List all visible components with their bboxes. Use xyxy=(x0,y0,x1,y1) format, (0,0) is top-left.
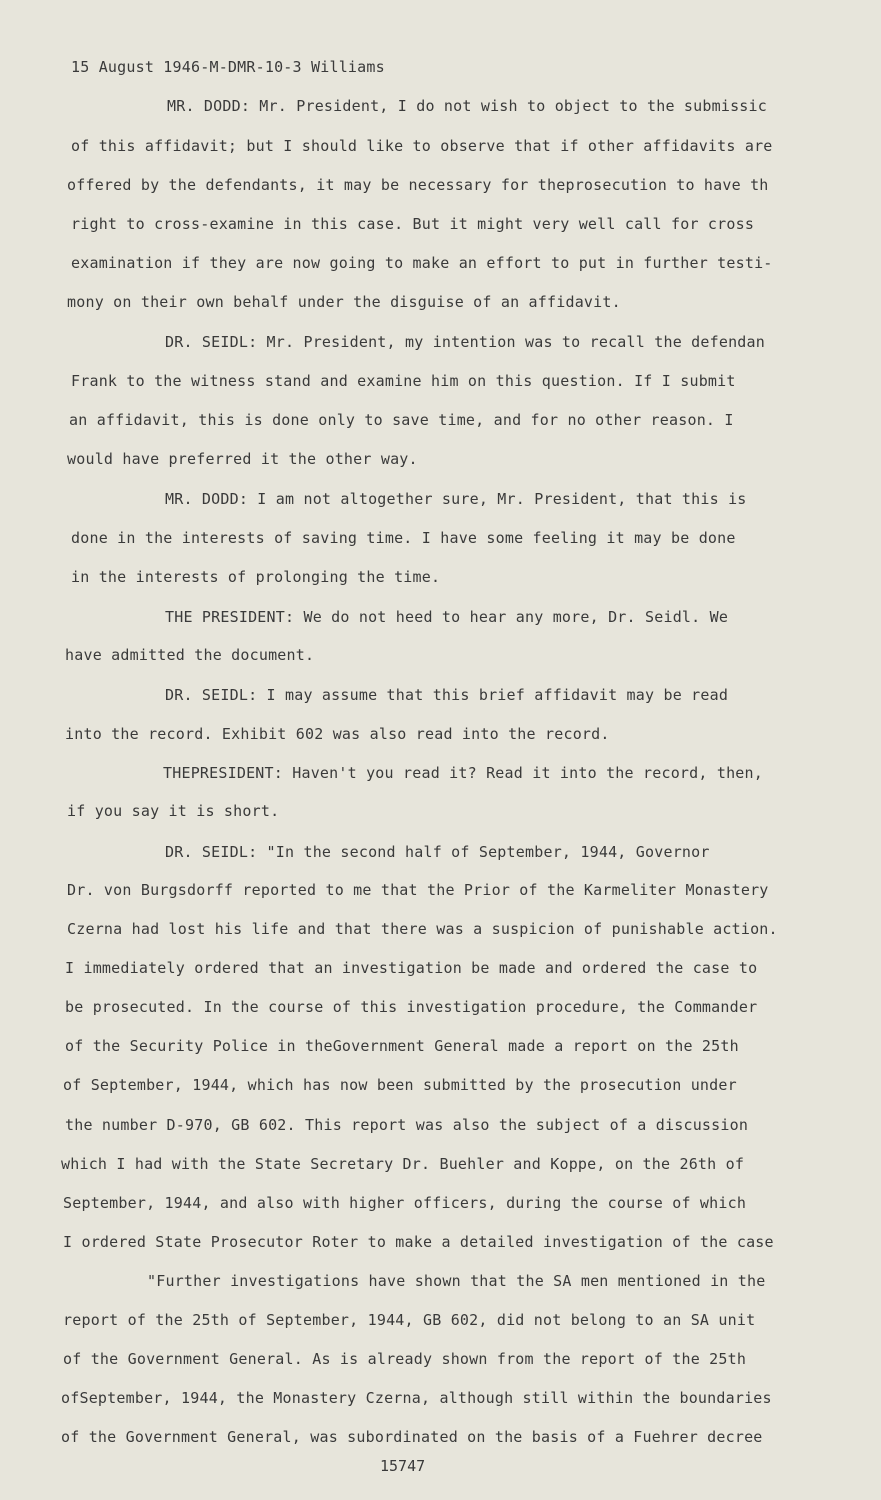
text-line: Frank to the witness stand and examine him on this question. If I submit xyxy=(71,372,736,390)
text-line: September, 1944, and also with higher officers, during the course of which xyxy=(63,1194,747,1212)
text-line: if you say it is short. xyxy=(67,802,280,820)
text-line: the number D-970, GB 602. This report was also the subject of a discussion xyxy=(65,1116,749,1134)
text-line: mony on their own behalf under the disguise of an affidavit. xyxy=(67,293,621,311)
text-line: an affidavit, this is done only to save time, and for no other reason. I xyxy=(69,411,734,429)
text-line: be prosecuted. In the course of this investigation procedure, the Commander xyxy=(65,998,758,1016)
text-line: done in the interests of saving time. I have some feeling it may be done xyxy=(71,529,736,547)
text-line: DR. SEIDL: "In the second half of September, 1944, Governor xyxy=(165,843,710,861)
text-line: in the interests of prolonging the time. xyxy=(71,568,441,586)
text-line: right to cross-examine in this case. But it might very well call for cross xyxy=(71,215,755,233)
text-line: have admitted the document. xyxy=(65,646,315,664)
page-number: 15747 xyxy=(380,1457,426,1475)
text-line: would have preferred it the other way. xyxy=(67,450,418,468)
text-line: of this affidavit; but I should like to observe that if other affidavits are xyxy=(71,137,773,155)
text-line: of September, 1944, which has now been submitted by the prosecution under xyxy=(63,1076,737,1094)
text-line: THEPRESIDENT: Haven't you read it? Read it into the record, then, xyxy=(163,764,763,782)
text-line: Dr. von Burgsdorff reported to me that the Prior of the Karmeliter Monastery xyxy=(67,881,769,899)
text-line: "Further investigations have shown that the SA men mentioned in the xyxy=(147,1272,766,1290)
text-line: DR. SEIDL: Mr. President, my intention was to recall the defendan xyxy=(165,333,765,351)
text-line: of the Security Police in theGovernment General made a report on the 25th xyxy=(65,1037,739,1055)
page-header: 15 August 1946-M-DMR-10-3 Williams xyxy=(71,58,385,76)
text-line: into the record. Exhibit 602 was also read into the record. xyxy=(65,725,610,743)
text-line: I immediately ordered that an investigation be made and ordered the case to xyxy=(65,959,758,977)
text-line: MR. DODD: Mr. President, I do not wish to object to the submissic xyxy=(167,97,767,115)
text-line: ofSeptember, 1944, the Monastery Czerna, although still within the boundaries xyxy=(61,1389,772,1407)
text-line: offered by the defendants, it may be necessary for theprosecution to have th xyxy=(67,176,769,194)
text-line: report of the 25th of September, 1944, GB 602, did not belong to an SA unit xyxy=(63,1311,756,1329)
text-line: examination if they are now going to make an effort to put in further testi- xyxy=(71,254,773,272)
text-line: MR. DODD: I am not altogether sure, Mr. President, that this is xyxy=(165,490,747,508)
text-line: Czerna had lost his life and that there was a suspicion of punishable action. xyxy=(67,920,778,938)
text-line: I ordered State Prosecutor Roter to make a detailed investigation of the case xyxy=(63,1233,774,1251)
text-line: of the Government General, was subordinated on the basis of a Fuehrer decree xyxy=(61,1428,763,1446)
text-line: THE PRESIDENT: We do not heed to hear any more, Dr. Seidl. We xyxy=(165,608,729,626)
text-line: of the Government General. As is already shown from the report of the 25th xyxy=(63,1350,747,1368)
text-line: which I had with the State Secretary Dr. Buehler and Koppe, on the 26th of xyxy=(61,1155,745,1173)
text-line: DR. SEIDL: I may assume that this brief affidavit may be read xyxy=(165,686,729,704)
